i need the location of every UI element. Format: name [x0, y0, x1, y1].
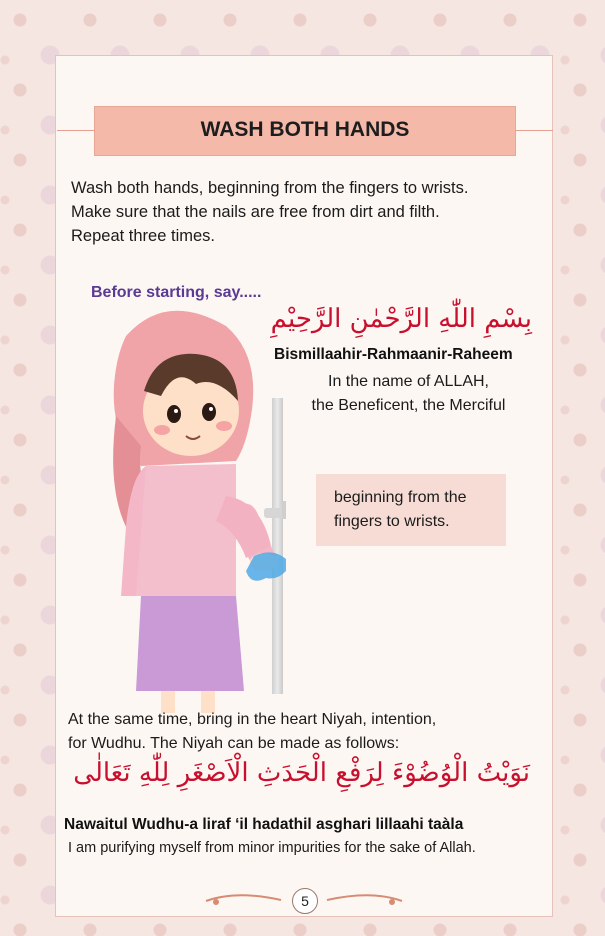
- intro-line: Repeat three times.: [71, 227, 215, 245]
- callout-text: [334, 486, 467, 534]
- bismillah-meaning: [281, 370, 536, 418]
- niyah-meaning: I am purifying myself from minor impurities for the sake of Allah.: [68, 840, 476, 856]
- niyah-intro-line: At the same time, bring in the heart Niyah, intention,: [68, 711, 437, 728]
- meaning-line: the Beneficent, the Merciful: [311, 397, 506, 414]
- niyah-transliteration: Nawaitul Wudhu-a liraf ‘il hadathil asghari lillaahi taàla: [64, 816, 464, 833]
- niyah-intro-line: for Wudhu. The Niyah can be made as follows:: [68, 735, 400, 752]
- girl-washing-hands-illustration: [86, 296, 286, 716]
- title-banner: [94, 106, 516, 156]
- meaning-line: In the name of ALLAH,: [328, 373, 489, 390]
- page-frame: [55, 55, 553, 917]
- niyah-arabic: نَوَيْتُ الْوُضُوْءَ لِرَفْعِ الْحَدَثِ الْاَصْغَرِ لِلّٰهِ تَعَالٰى: [73, 758, 530, 788]
- page-number: 5: [292, 888, 318, 914]
- bismillah-transliteration: Bismillaahir-Rahmaanir-Raheem: [274, 346, 513, 363]
- intro-line: Wash both hands, beginning from the fingers to wrists.: [71, 179, 469, 197]
- callout-box: [316, 474, 506, 546]
- bismillah-arabic: بِسْمِ اللّٰهِ الرَّحْمٰنِ الرَّحِيْمِ: [270, 304, 532, 334]
- niyah-intro-text: [68, 708, 538, 756]
- callout-line: beginning from the: [334, 489, 467, 506]
- callout-line: fingers to wrists.: [334, 513, 450, 530]
- page-title: WASH BOTH HANDS: [200, 118, 410, 141]
- intro-text: [71, 176, 541, 248]
- intro-line: Make sure that the nails are free from dirt and filth.: [71, 203, 440, 221]
- page-footer: [56, 888, 552, 914]
- before-starting-label: Before starting, say.....: [91, 284, 262, 301]
